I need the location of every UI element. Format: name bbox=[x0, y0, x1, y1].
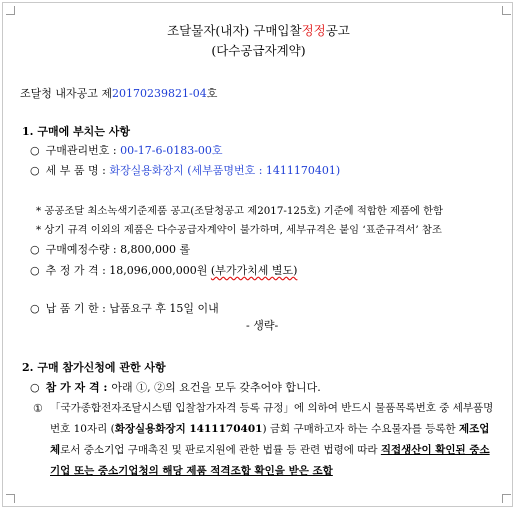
underlined-requirement: 직접생산이 확인된 중소기업 또는 중소기업청의 해당 제품 적격조합 확인을 받은 조합 bbox=[50, 444, 490, 477]
ring-bullet-icon: ○ bbox=[30, 264, 40, 277]
note-green-standard: * 공공조달 최소녹색기준제품 공고(조달청공고 제2017-125호) 기준에 적합한 제품에 한함 bbox=[36, 205, 444, 217]
ring-bullet-icon: ○ bbox=[30, 302, 40, 315]
section2-heading: 2. 구매 참가신청에 관한 사항 bbox=[22, 361, 166, 374]
ring-bullet-icon: ○ bbox=[30, 381, 40, 394]
item-name-row: ○ 세 부 품 명 : 화장실용화장지 (세부품명번호 : 1411170401) bbox=[30, 164, 341, 177]
page-corner-mark bbox=[502, 6, 511, 15]
section1-heading: 1. 구매에 부치는 사항 bbox=[22, 125, 130, 138]
note-spec: * 상기 규격 이외의 제품은 다수공급자계약이 불가하며, 세부규격은 붙임 ‘표준규격서’ 참조 bbox=[36, 224, 442, 236]
mgmt-number-row: ○ 구매관리번호 : 00-17-6-0183-00호 bbox=[30, 144, 223, 157]
omitted-marker: - 생략- bbox=[246, 319, 279, 332]
price-row: ○ 추 정 가 격 : 18,096,000,000원 (부가가치세 별도) bbox=[30, 264, 298, 277]
qualification-row: ○ 참 가 자 격 : 아래 ①, ②의 요건을 모두 갖추어야 합니다. bbox=[30, 381, 321, 394]
quantity-row: ○ 구매예정수량 : 8,800,000 롤 bbox=[30, 243, 191, 256]
vat-note: (부가가치세 별도) bbox=[210, 264, 298, 277]
ring-bullet-icon: ○ bbox=[30, 164, 40, 177]
document-subtitle: (다수공급자계약) bbox=[211, 43, 306, 58]
paragraph-number: ① bbox=[33, 402, 43, 415]
ring-bullet-icon: ○ bbox=[30, 243, 40, 256]
ring-bullet-icon: ○ bbox=[30, 144, 40, 157]
deadline-row: ○ 납 품 기 한 : 납품요구 후 15일 이내 bbox=[30, 302, 219, 315]
notice-number: 조달청 내자공고 제20170239821-04호 bbox=[20, 87, 218, 100]
page-corner-mark bbox=[6, 6, 15, 15]
document-title: 조달물자(내자) 구매입찰정정공고 bbox=[167, 23, 350, 38]
page-corner-mark bbox=[502, 494, 511, 503]
page-corner-mark bbox=[6, 494, 15, 503]
title-highlight: 정정 bbox=[301, 23, 326, 38]
qualification-paragraph: 「국가종합전자조달시스템 입찰참가자격 등록 규정」에 의하여 반드시 물품목록번호 중 세부품명번호 10자리 (화장실용화장지 1411170401) 금회 구매하고자 하는 수요물자를 등록한 제조업체로서 중소기업 구매촉진 및 판로지원에 관한 법률 등 관련 법령에 따라 직접생산이 확인된 중소기업 또는 중소기업청의 해당 제품 적격조합 확인을 받은 조합 bbox=[50, 402, 494, 477]
